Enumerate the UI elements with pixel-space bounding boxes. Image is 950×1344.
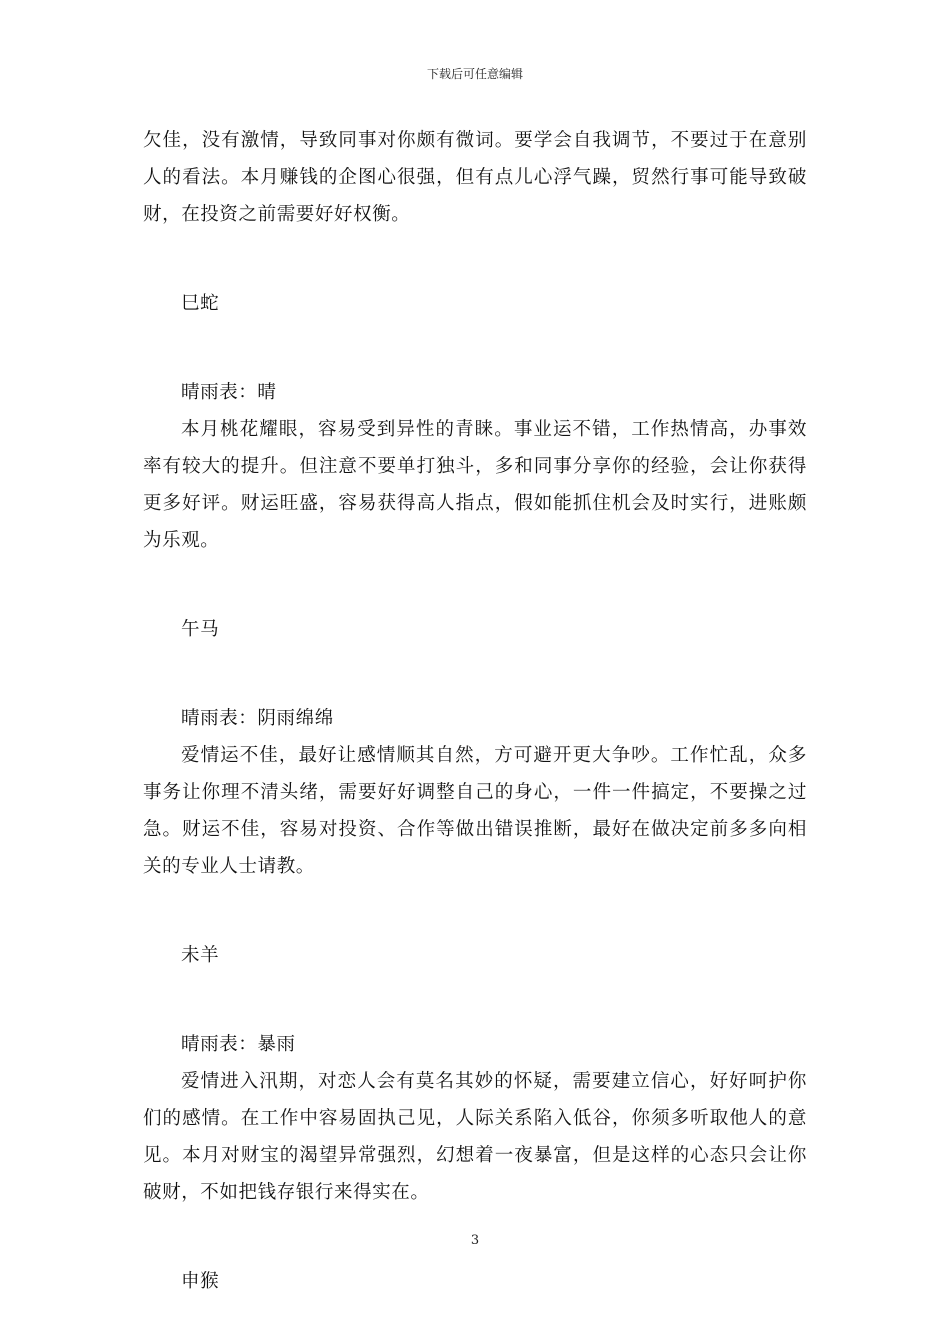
page-header: 下载后可任意编辑 — [426, 67, 523, 81]
spacer — [143, 233, 807, 285]
forecast-label-snake: 晴雨表：晴 — [181, 382, 277, 403]
section-heading-snake: 巳蛇 — [181, 293, 220, 314]
section-paragraph-horse: 爱情运不佳，最好让感情顺其自然，方可避开更大争吵。工作忙乱，众多事务让你理不清头绪，需要好好调整自己的身心，一件一件搞定，不要操之过急。财运不佳，容易对投资、合作等做出错误推断，最好在做决定前多多向相关的专业人士请教。 — [143, 745, 807, 877]
spacer — [143, 559, 807, 611]
page-number: 3 — [470, 1233, 480, 1248]
spacer — [143, 322, 807, 374]
spacer — [143, 885, 807, 937]
section-paragraph-goat: 爱情进入汛期，对恋人会有莫名其妙的怀疑，需要建立信心，好好呵护你们的感情。在工作中容易固执己见，人际关系陷入低谷，你须多听取他人的意见。本月对财宝的渴望异常强烈，幻想着一夜暴富，但是这样的心态只会让你破财，不如把钱存银行来得实在。 — [143, 1071, 807, 1203]
section-heading-goat: 未羊 — [181, 945, 220, 966]
spacer — [143, 974, 807, 1026]
intro-paragraph: 欠佳，没有激情，导致同事对你颇有微词。要学会自我调节，不要过于在意别人的看法。本月赚钱的企图心很强，但有点儿心浮气躁，贸然行事可能导致破财，在投资之前需要好好权衡。 — [143, 130, 807, 225]
forecast-label-horse: 晴雨表：阴雨绵绵 — [181, 708, 334, 729]
spacer — [143, 648, 807, 700]
section-heading-horse: 午马 — [181, 619, 220, 640]
forecast-label-goat: 晴雨表：暴雨 — [181, 1034, 296, 1055]
document-body — [143, 122, 807, 1300]
section-heading-monkey: 申猴 — [181, 1271, 220, 1292]
section-paragraph-snake: 本月桃花耀眼，容易受到异性的青睐。事业运不错，工作热情高，办事效率有较大的提升。但注意不要单打独斗，多和同事分享你的经验，会让你获得更多好评。财运旺盛，容易获得高人指点，假如能抓住机会及时实行，进账颇为乐观。 — [143, 419, 807, 551]
